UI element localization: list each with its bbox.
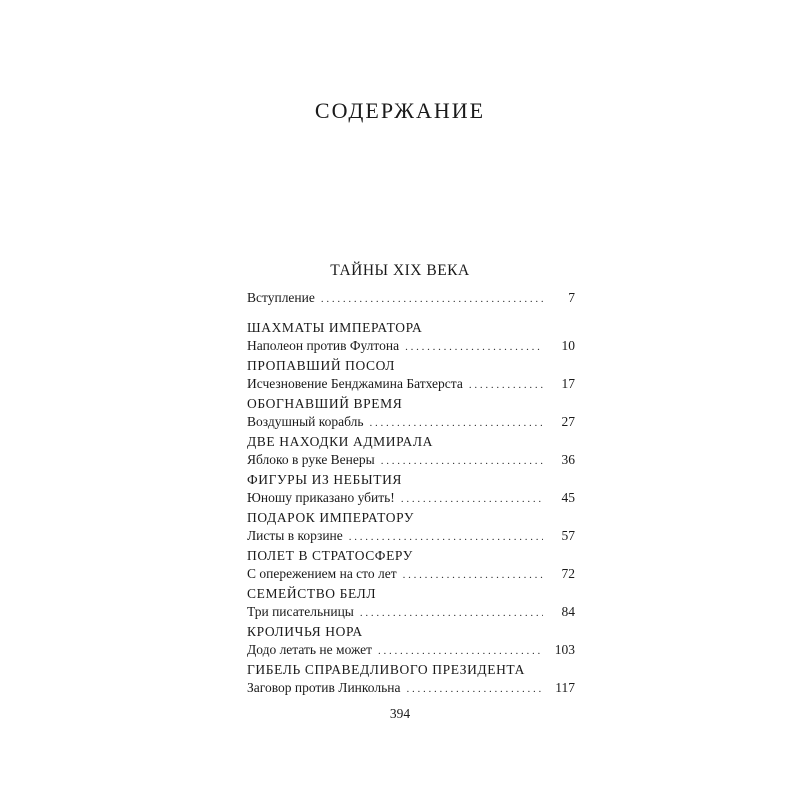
toc-entry-title: Яблоко в руке Венеры <box>247 452 375 467</box>
toc-line <box>247 527 575 545</box>
toc-chapter-heading: КРОЛИЧЬЯ НОРА <box>247 624 363 639</box>
section-title: ТАЙНЫ XIX ВЕКА <box>330 262 470 279</box>
toc-intro <box>247 289 575 313</box>
toc-entry-title: Юношу приказано убить! <box>247 490 395 505</box>
toc-page-number: 27 <box>561 414 575 429</box>
toc-chapter-heading: СЕМЕЙСТВО БЕЛЛ <box>247 586 377 601</box>
toc-line <box>247 289 575 307</box>
toc-chapter-heading: ГИБЕЛЬ СПРАВЕДЛИВОГО ПРЕЗИДЕНТА <box>247 662 525 677</box>
toc-line <box>247 337 575 355</box>
toc-entry-title: Наполеон против Фултона <box>247 338 400 353</box>
toc-entry <box>247 547 575 585</box>
toc-chapter-heading: ПОЛЕТ В СТРАТОСФЕРУ <box>247 548 413 563</box>
dot-leader <box>401 490 543 508</box>
toc-entry <box>247 585 575 623</box>
toc-chapter-heading: ОБОГНАВШИЙ ВРЕМЯ <box>247 396 403 411</box>
toc-chapter-heading: ПРОПАВШИЙ ПОСОЛ <box>247 358 396 373</box>
page-number: 394 <box>389 706 411 721</box>
toc-entry-title: Воздушный корабль <box>247 414 364 429</box>
toc-line <box>247 413 575 431</box>
dot-leader <box>349 528 543 546</box>
toc-entry-title: Заговор против Линкольна <box>247 680 401 695</box>
toc-page-number: 7 <box>568 290 575 305</box>
dot-leader <box>381 452 543 470</box>
toc-entry <box>247 623 575 661</box>
toc-entry <box>247 471 575 509</box>
dot-leader <box>403 566 543 584</box>
toc-entry <box>247 661 575 699</box>
toc-entry-title: Исчезновение Бенджамина Батхерста <box>247 376 463 391</box>
toc-page-number: 103 <box>554 642 575 657</box>
toc-page-number: 10 <box>561 338 575 353</box>
toc-page-number: 84 <box>561 604 575 619</box>
toc-entry <box>247 357 575 395</box>
toc-line <box>247 451 575 469</box>
toc-line <box>247 375 575 393</box>
toc-entry-title: Додо летать не может <box>247 642 373 657</box>
toc-page-number: 57 <box>561 528 575 543</box>
table-of-contents <box>247 289 575 699</box>
dot-leader <box>321 290 543 308</box>
toc-chapter-heading: ФИГУРЫ ИЗ НЕБЫТИЯ <box>247 472 403 487</box>
toc-line <box>247 603 575 621</box>
dot-leader <box>405 338 543 356</box>
toc-page-number: 17 <box>561 376 575 391</box>
toc-page-number: 36 <box>561 452 575 467</box>
toc-line <box>247 489 575 507</box>
dot-leader <box>378 642 543 660</box>
toc-line <box>247 565 575 583</box>
toc-chapter-heading: ДВЕ НАХОДКИ АДМИРАЛА <box>247 434 433 449</box>
toc-page-number: 45 <box>561 490 575 505</box>
toc-page-number: 117 <box>555 680 575 695</box>
toc-entry <box>247 433 575 471</box>
dot-leader <box>469 376 543 394</box>
dot-leader <box>406 680 543 698</box>
toc-line <box>247 641 575 659</box>
toc-entry <box>247 395 575 433</box>
toc-page-number: 72 <box>561 566 575 581</box>
toc-entry <box>247 509 575 547</box>
toc-chapter-heading: ПОДАРОК ИМПЕРАТОРУ <box>247 510 415 525</box>
toc-chapter-heading: ШАХМАТЫ ИМПЕРАТОРА <box>247 320 423 335</box>
toc-entry-title: Три писательницы <box>247 604 354 619</box>
toc-entry <box>247 319 575 357</box>
toc-entry-title: С опережением на сто лет <box>247 566 397 581</box>
toc-entry-title: Вступление <box>247 290 315 305</box>
dot-leader <box>370 414 543 432</box>
toc-line <box>247 679 575 697</box>
page-title: СОДЕРЖАНИЕ <box>314 98 486 123</box>
dot-leader <box>360 604 543 622</box>
toc-entry-title: Листы в корзине <box>247 528 343 543</box>
